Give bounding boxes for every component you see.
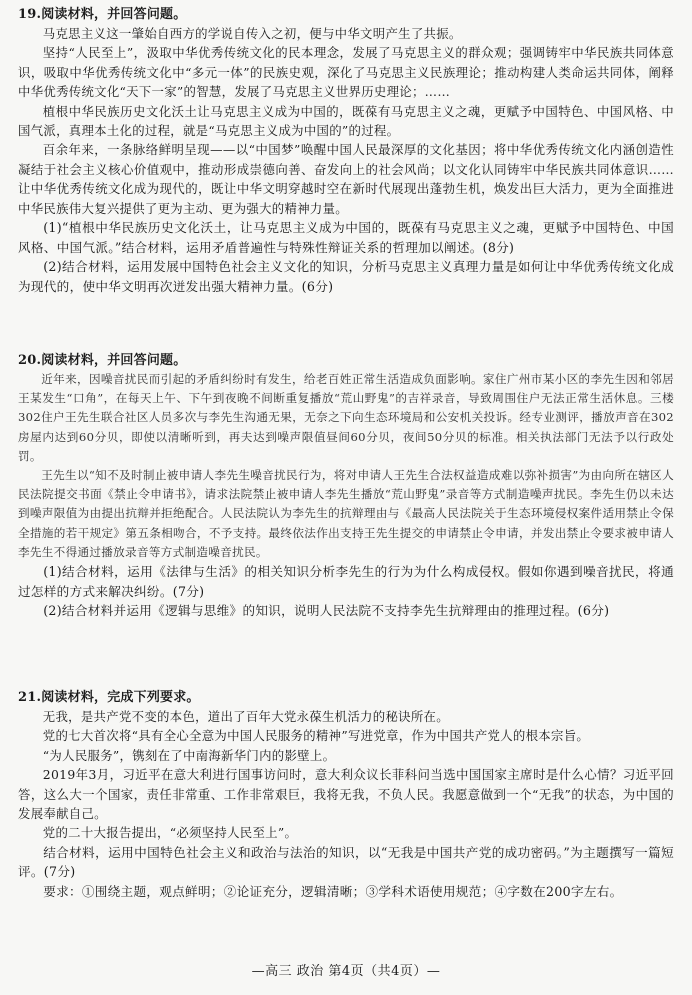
material-paragraph: 党的二十大报告提出，“必须坚持人民至上”。 xyxy=(42,825,298,841)
subquestion-1: (1)“植根中华民族历史文化沃土，让马克思主义成为中国的，既葆有马克思主义之魂，更赋予中国特色、中国风格、中国气派。”结合材料，运用矛盾普遍性与特殊性辩证关系的哲理加以阐述。(8分) xyxy=(18,220,674,255)
material-paragraph: 植根中华民族历史文化沃土让马克思主义成为中国的，既葆有马克思主义之魂，更赋予中国特色、中国风格、中国气派，真理本土化的过程，就是“马克思主义成为中国的”的过程。 xyxy=(18,103,674,139)
subquestion-2: (2)结合材料并运用《逻辑与思维》的知识，说明人民法院不支持李先生抗辩理由的推理过程。(6分) xyxy=(43,603,610,619)
material-paragraph: 坚持“人民至上”，汲取中华优秀传统文化的民本理念，发展了马克思主义的群众观；强调铸牢中华民族共同体意识，吸取中华优秀传统文化中“多元一体”的民族史观，深化了马克思主义民族理论；推动构建人类命运共同体，阐释中华优秀传统文化“天下一家”的智慧，发展了马克思主义世界历史理论；…… xyxy=(18,45,674,100)
material-paragraph: 无我，是共产党不变的本色，道出了百年大党永葆生机活力的秘诀所在。 xyxy=(42,709,449,724)
material-paragraph: 党的七大首次将“具有全心全意为中国人民服务的精神”写进党章，作为中国共产党人的根本宗旨。 xyxy=(42,728,590,744)
subquestion-1: (1)结合材料，运用《法律与生活》的相关知识分析李先生的行为为什么构成侵权。假如你遇到噪音扰民，将通过怎样的方式来解决纠纷。(7分) xyxy=(18,564,674,599)
question-21-title: 21.阅读材料，完成下列要求。 xyxy=(18,690,200,705)
task-instruction: 结合材料，运用中国特色社会主义和政治与法治的知识，以“无我是中国共产党的成功密码。”为主题撰写一篇短评。(7分) xyxy=(18,844,674,880)
material-paragraph: 百余年来，一条脉络鲜明呈现——以“中国梦”唤醒中国人民最深厚的文化基因；将中华优秀传统文化内涵创造性凝结于社会主义核心价值观中，推动形成崇德向善、奋发向上的社会风尚；以文化认同铸牢中华民族共同体意识……让中华优秀传统文化成为现代的，既让中华文明穿越时空在新时代展现出蓬勃生机，焕发出巨大活力，更为全面推进中华民族伟大复兴提供了更为主动、更为强大的精神力量。 xyxy=(18,142,674,216)
subquestion-2: (2)结合材料，运用发展中国特色社会主义文化的知识，分析马克思主义真理力量是如何让中华优秀传统文化成为现代的，使中华文明再次迸发出强大精神力量。(6分) xyxy=(18,259,674,294)
question-21 xyxy=(18,689,674,902)
material-paragraph: 王先生以“知不及时制止被申请人李先生噪音扰民行为，将对申请人王先生合法权益造成难以弥补损害”为由向所在辖区人民法院提交书面《禁止令申请书》，请求法院禁止被申请人李先生播放“荒山野鬼”录音等方式制造噪声扰民。李先生仍以未达到噪声限值为由提出抗辩并拒绝配合。人民法院认为李先生的抗辩理由与《最高人民法院关于生态环境侵权案件适用禁止令保全措施的若干规定》第五条相吻合，不予支持。最终依法作出支持王先生提交的申请禁止令申请，并发出禁止令要求被申请人李先生不得通过播放录音等方式制造噪音扰民。 xyxy=(18,468,674,559)
question-20 xyxy=(18,352,674,621)
question-20-title: 20.阅读材料，并回答问题。 xyxy=(18,353,187,368)
question-19 xyxy=(18,6,674,296)
material-paragraph: 马克思主义这一肇始自西方的学说自传入之初，便与中华文明产生了共振。 xyxy=(42,26,462,41)
page-footer: —高三 政治 第4页（共4页）— xyxy=(251,964,441,979)
task-requirements: 要求：①围绕主题，观点鲜明；②论证充分，逻辑清晰；③学科术语使用规范；④字数在200字左右。 xyxy=(43,884,623,900)
material-paragraph: “为人民服务”，镌刻在了中南海新华门内的影壁上。 xyxy=(42,747,336,763)
material-paragraph: 2019年3月，习近平在意大利进行国事访问时，意大利众议长菲科问当选中国国家主席时是什么心情？习近平回答，这么大一个国家，责任非常重、工作非常艰巨，我将无我，不负人民。我愿意做到一个“无我”的状态，为中国的发展奉献自己。 xyxy=(18,767,674,822)
question-19-title: 19.阅读材料，并回答问题。 xyxy=(18,7,187,22)
material-paragraph: 近年来，因噪音扰民而引起的矛盾纠纷时有发生，给老百姓正常生活造成负面影响。家住广州市某小区的李先生因和邻居王某发生“口角”，在每天上午、下午到夜晚不间断重复播放“荒山野鬼”的吉祥录音，导致周围住户无法正常生活休息。三楼302住户王先生联合社区人员多次与李先生沟通无果，无奈之下向生态环境局和公安机关投诉。经专业测评，播放声音在302房屋内达到60分贝，即使以清晰听到，再夫达到噪声限值昼间60分贝，夜间50分贝的标准。相关执法部门无法予以行政处罚。 xyxy=(18,372,674,463)
